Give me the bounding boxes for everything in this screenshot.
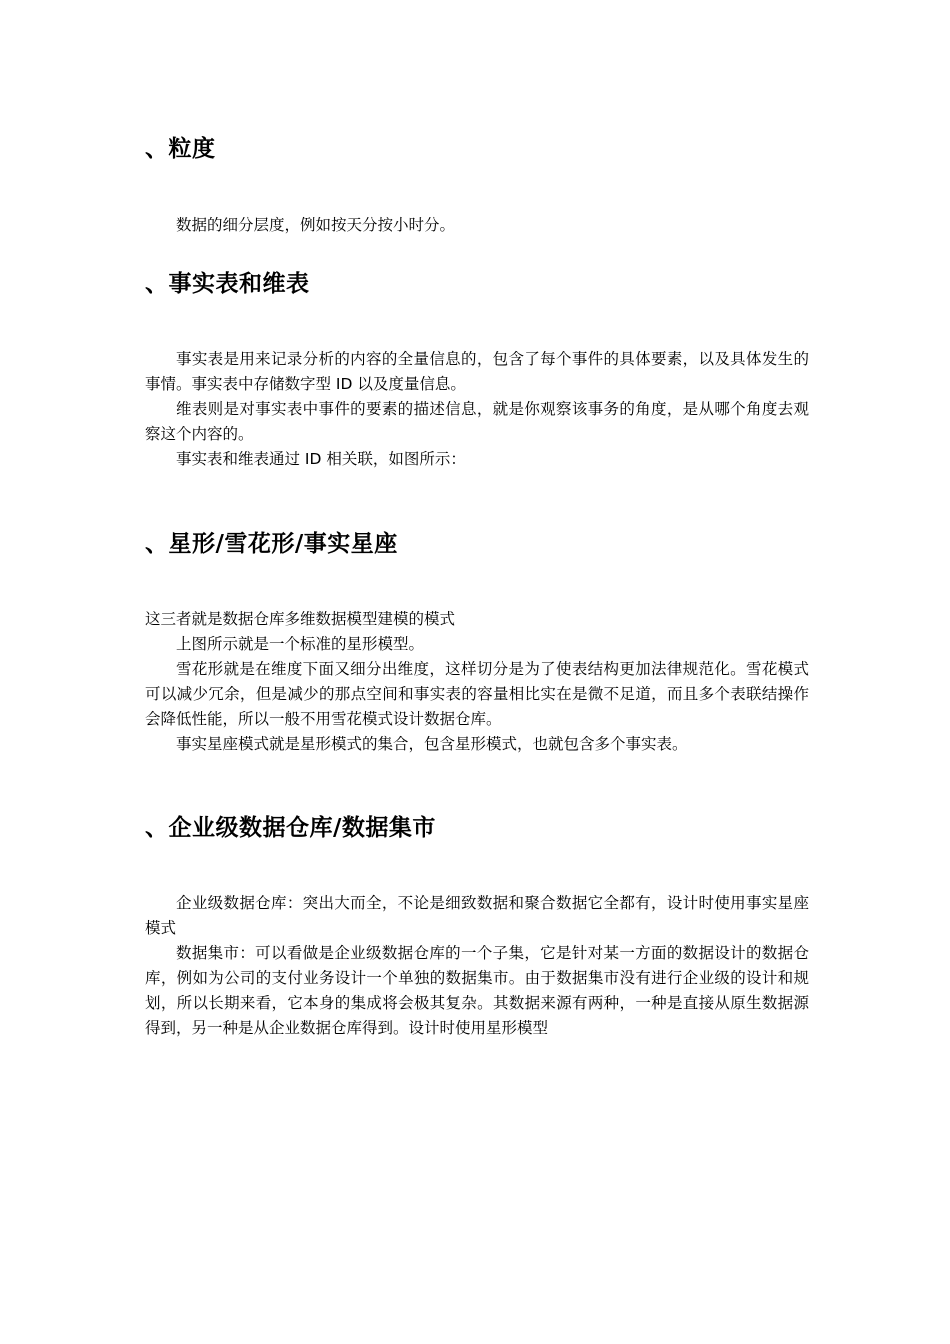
dimension-table-paragraph: 维表则是对事实表中事件的要素的描述信息，就是你观察该事务的角度，是从哪个角度去观察这个内容的。	[145, 400, 809, 443]
section-heading-warehouse-mart: 、企业级数据仓库/数据集市	[145, 815, 436, 841]
granularity-paragraph: 数据的细分层度，例如按天分按小时分。	[176, 216, 456, 234]
fact-constellation-paragraph: 事实星座模式就是星形模式的集合，包含星形模式，也就包含多个事实表。	[176, 735, 688, 753]
star-schema-paragraph: 上图所示就是一个标准的星形模型。	[176, 635, 425, 653]
fact-table-paragraph: 事实表是用来记录分析的内容的全量信息的，包含了每个事件的具体要素，以及具体发生的事情。事实表中存储数字型 ID 以及度量信息。	[145, 350, 809, 393]
data-mart-paragraph: 数据集市：可以看做是企业级数据仓库的一个子集，它是针对某一方面的数据设计的数据仓库，例如为公司的支付业务设计一个单独的数据集市。由于数据集市没有进行企业级的设计和规划，所以长期来看，它本身的集成将会极其复杂。其数据来源有两种，一种是直接从原生数据源得到，另一种是从企业数据仓库得到。设计时使用星形模型	[145, 944, 809, 1037]
section-heading-fact-dimension: 、事实表和维表	[145, 271, 310, 297]
enterprise-warehouse-paragraph: 企业级数据仓库：突出大而全，不论是细致数据和聚合数据它全都有，设计时使用事实星座模式	[145, 894, 809, 937]
schemas-intro-paragraph: 这三者就是数据仓库多维数据模型建模的模式	[145, 610, 456, 628]
snowflake-schema-paragraph: 雪花形就是在维度下面又细分出维度，这样切分是为了使表结构更加法律规范化。雪花模式可以减少冗余，但是减少的那点空间和事实表的容量相比实在是微不足道，而且多个表联结操作会降低性能，所以一般不用雪花模式设计数据仓库。	[145, 660, 809, 728]
fact-dimension-link-paragraph: 事实表和维表通过 ID 相关联，如图所示：	[176, 450, 466, 468]
section-heading-granularity: 、粒度	[145, 136, 216, 162]
section-heading-schemas: 、星形/雪花形/事实星座	[145, 531, 398, 557]
